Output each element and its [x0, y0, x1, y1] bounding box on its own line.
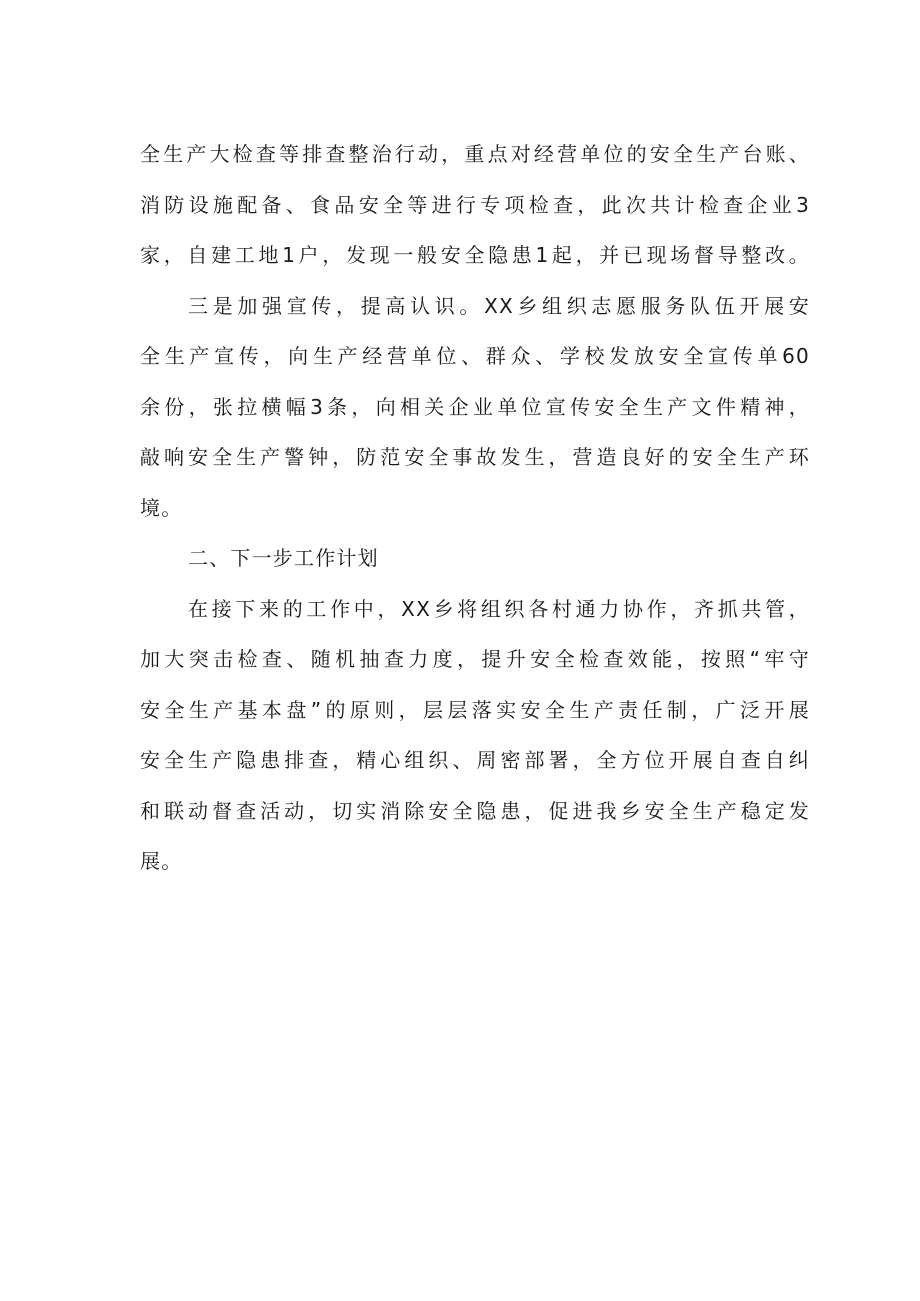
document-body [140, 129, 810, 887]
text-line: 全生产大检查等排查整治行动，重点对经营单位的安全生产台账、 [140, 142, 810, 166]
text-line: 敲响安全生产警钟，防范安全事故发生，营造良好的安全生产环 [140, 445, 810, 469]
paragraph-first-line: 在接下来的工作中，XX乡将组织各村通力协作，齐抓共管， [188, 596, 810, 621]
text-line: 消防设施配备、食品安全等进行专项检查，此次共计检查企业3 [140, 192, 810, 217]
text-line: 安全生产隐患排查，精心组织、周密部署，全方位开展自查自纠 [140, 748, 810, 772]
text-line: 展。 [140, 849, 183, 873]
paragraph-first-line: 三是加强宣传，提高认识。XX乡组织志愿服务队伍开展安 [188, 293, 810, 318]
text-line: 加大突击检查、随机抽查力度，提升安全检查效能，按照“牢守 [140, 647, 810, 671]
section-heading: 二、下一步工作计划 [188, 546, 379, 570]
text-line: 全生产宣传，向生产经营单位、群众、学校发放安全宣传单60 [140, 344, 810, 368]
text-line: 余份，张拉横幅3条，向相关企业单位宣传安全生产文件精神， [140, 394, 810, 419]
text-line: 家，自建工地1户，发现一般安全隐患1起，并已现场督导整改。 [140, 243, 810, 267]
text-line: 安全生产基本盘”的原则，层层落实安全生产责任制，广泛开展 [140, 697, 810, 722]
text-line: 境。 [140, 495, 183, 520]
text-line: 和联动督查活动，切实消除安全隐患，促进我乡安全生产稳定发 [140, 798, 810, 823]
